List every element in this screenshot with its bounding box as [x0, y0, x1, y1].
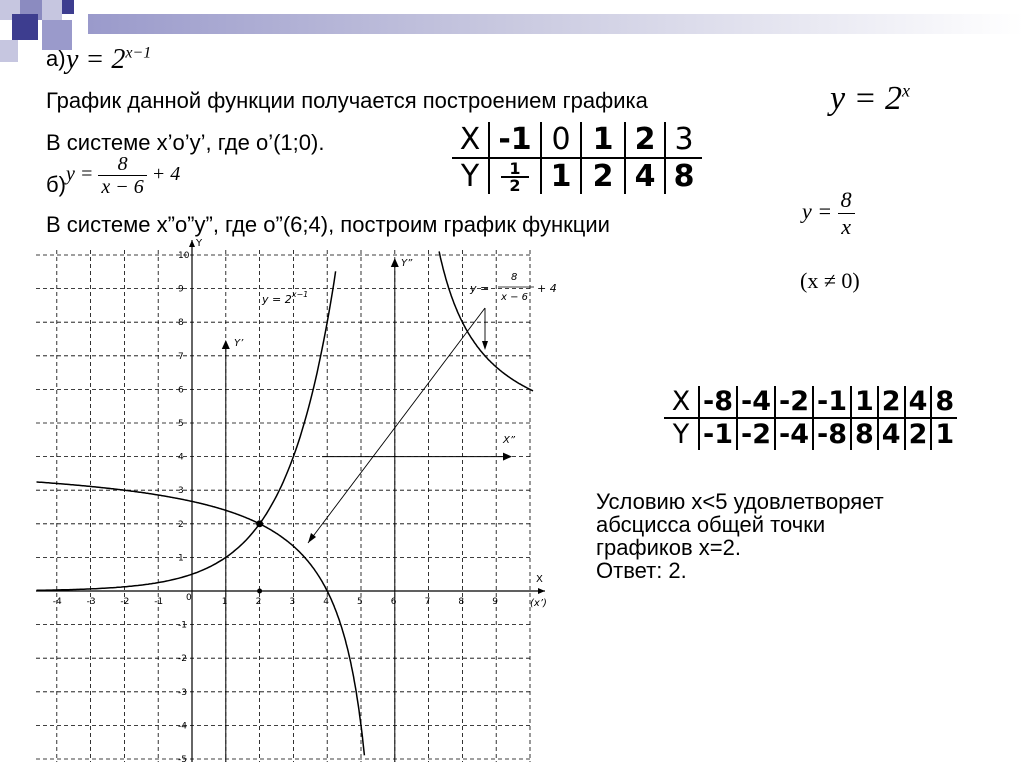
y-tick-label: 5: [178, 419, 184, 429]
table-cell: Y: [452, 158, 489, 194]
y-tick-label: 7: [178, 351, 184, 362]
label-pointer-down-head: [482, 341, 488, 350]
table-cell: -1: [813, 386, 851, 418]
table-cell: 2: [878, 386, 905, 418]
answer-line: Ответ: 2.: [596, 558, 687, 583]
table-cell: -4: [775, 418, 813, 450]
graph-curves: [37, 251, 534, 755]
x-tick-label: 7: [424, 597, 431, 607]
y-prime-label: Y’: [234, 338, 244, 349]
label-pointer-arrow: [308, 308, 485, 543]
table-cell: X: [664, 386, 699, 418]
x-tick-label: 8: [458, 597, 465, 607]
y-tick-label: 2: [178, 519, 184, 530]
y-tick-label: -5: [178, 755, 187, 765]
x-dprime-arrow: [503, 453, 512, 461]
x-tick-label: -4: [52, 597, 62, 607]
origin-label: 0: [186, 593, 192, 603]
table-cell: -8: [699, 386, 737, 418]
graph-grid: [36, 250, 530, 762]
y-prime-arrow: [222, 340, 230, 349]
y-tick-label: -3: [178, 687, 187, 698]
table-cell: 4: [878, 418, 905, 450]
table-cell: -8: [813, 418, 851, 450]
graph-ticks: [53, 251, 498, 765]
exponential-curve: [37, 271, 336, 590]
x-tick-label: 6: [390, 597, 397, 607]
table-cell: -4: [737, 386, 775, 418]
y-axis-label: Y: [196, 238, 203, 249]
y-dprime-arrow: [391, 258, 399, 267]
system2-text: В системе х”о”у”, где о”(6;4), построим график функции: [46, 212, 610, 237]
fraction-numerator: 1: [501, 161, 529, 178]
table-cell: -2: [737, 418, 775, 450]
table-cell: 0: [541, 122, 581, 158]
y-tick-label: 9: [178, 284, 184, 295]
y-tick-label: 3: [178, 486, 184, 497]
y-axis-arrow: [189, 240, 195, 247]
curve1-label: $y = 2^{x-1}$: [262, 290, 309, 306]
table-cell: 2: [625, 122, 665, 158]
x-dprime-label: X”: [503, 435, 516, 446]
part-b-label: б): [46, 172, 66, 197]
answer-line: абсцисса общей точки: [596, 512, 826, 537]
curve2-label-num: 8: [511, 272, 518, 283]
curve2-label-right: + 4: [537, 282, 557, 295]
x-tick-label: 1: [221, 597, 228, 607]
table-cell: 8: [931, 386, 957, 418]
table-cell: 4: [905, 386, 932, 418]
x-tick-label: 2: [255, 597, 262, 607]
table-cell: 1: [931, 418, 957, 450]
table-cell: 1: [851, 386, 878, 418]
part-a-label: а): [46, 46, 66, 71]
y-tick-label: -2: [178, 654, 187, 665]
y-tick-label: 1: [178, 553, 184, 564]
y-dprime-label: Y”: [401, 258, 413, 269]
construction-text: График данной функции получается построением графика: [46, 88, 648, 113]
table-cell: 4: [625, 158, 665, 194]
y-tick-label: 10: [178, 251, 190, 261]
x-axis-label: X: [536, 574, 543, 585]
table-cell: 1: [541, 158, 581, 194]
intersection-foot: [257, 589, 262, 594]
x-tick-label: 9: [492, 597, 498, 607]
part-b-formula: y = $\frac{8}{x - 6}$ + 4: [66, 153, 181, 198]
table-cell: 1: [581, 122, 625, 158]
table-cell: 2: [905, 418, 932, 450]
table-cell: 2: [581, 158, 625, 194]
table-cell: -1: [489, 122, 541, 158]
curve2-label-left: y =: [470, 282, 490, 295]
curve2-label: [469, 272, 557, 303]
table-cell: 3: [665, 122, 702, 158]
fraction-denominator: 2: [509, 175, 521, 195]
table-cell: X: [452, 122, 489, 158]
answer-line: Условию х<5 удовлетворяет: [596, 489, 884, 514]
graph-axes: [36, 240, 545, 762]
table-cell: -1: [699, 418, 737, 450]
hyperbola-right-branch: [439, 251, 533, 391]
table-cell: 8: [665, 158, 702, 194]
part-a-formula: $y = 2^{x-1}$: [66, 44, 152, 75]
y-tick-label: 4: [178, 452, 184, 463]
x-tick-label: 5: [357, 597, 363, 607]
curve2-label-den: x − 6: [501, 292, 529, 303]
graph-annotations: [186, 238, 557, 609]
table-cell: 8: [851, 418, 878, 450]
y-tick-label: 8: [178, 318, 184, 329]
y-tick-label: -1: [178, 620, 187, 631]
x-tick-label: -2: [120, 597, 130, 607]
base-formula: $y = 2^x$: [830, 80, 911, 117]
x-tick-label: -3: [86, 597, 96, 607]
intersection-point: [256, 520, 263, 527]
x-tick-label: -1: [154, 597, 164, 607]
hyperbola-left-branch: [37, 482, 365, 755]
x-prime-label: (x’): [530, 598, 547, 609]
y-tick-label: -4: [178, 721, 187, 732]
table-cell: -2: [775, 386, 813, 418]
system1-text: В системе х’о’у’, где о’(1;0).: [46, 130, 325, 155]
answer-line: графиков х=2.: [596, 535, 741, 560]
side-formula: y = $\frac{8}{x}$: [802, 187, 855, 240]
x-axis-arrow: [538, 588, 545, 594]
y-tick-label: 6: [178, 385, 184, 396]
x-tick-label: 4: [323, 597, 329, 607]
table-cell: Y: [664, 418, 699, 450]
x-tick-label: 3: [289, 597, 296, 607]
side-condition: (x ≠ 0): [800, 268, 860, 293]
